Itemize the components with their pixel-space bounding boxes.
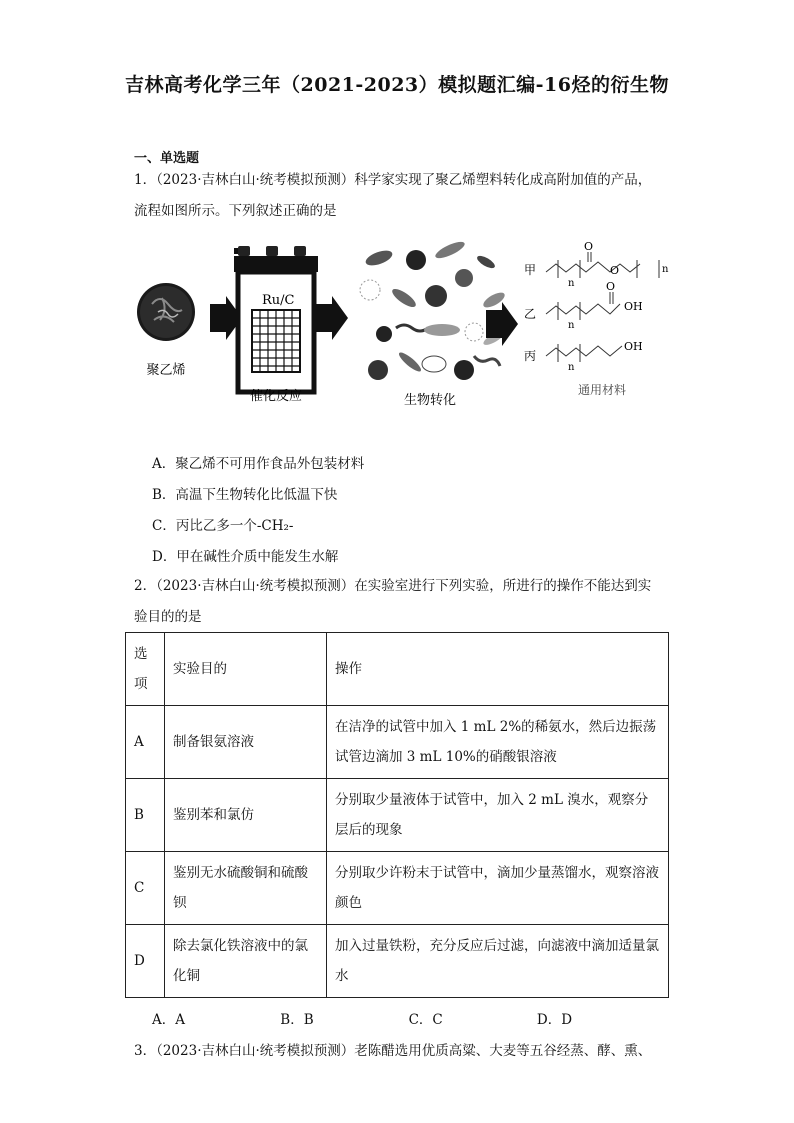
question-3-stem-line-1: 3．（2023·吉林白山·统考模拟预测）老陈醋选用优质高粱、大麦等五谷经蒸、酵、熏、 — [134, 1043, 652, 1059]
q1-option-b: B．高温下生物转化比低温下快 — [152, 487, 338, 503]
row-purpose: 鉴别无水硫酸铜和硫酸钡 — [165, 852, 327, 925]
subscript-n-jia-2: n — [662, 264, 669, 275]
table-row — [126, 706, 669, 779]
atom-o-carbonyl-jia: O — [584, 240, 594, 253]
q1-option-a: A．聚乙烯不可用作食品外包装材料 — [152, 456, 365, 472]
row-option: C — [126, 852, 165, 925]
table-row — [126, 779, 669, 852]
q1-option-d: D．甲在碱性介质中能发生水解 — [152, 549, 339, 565]
q2-table — [125, 632, 669, 998]
q2-choice-d: D．D — [536, 1012, 573, 1028]
subscript-n-yi: n — [568, 320, 575, 331]
microorganisms-cluster — [360, 239, 507, 380]
row-operation: 在洁净的试管中加入 1 mL 2%的稀氨水，然后边振荡试管边滴加 3 mL 10%的硝酸银溶液 — [327, 706, 669, 779]
reactor-label: Ru/C — [262, 293, 295, 308]
section-heading: 一、单选题 — [134, 151, 200, 166]
row-purpose: 除去氯化铁溶液中的氯化铜 — [165, 925, 327, 998]
table-row — [126, 852, 669, 925]
label-catalysis: 催化反应 — [249, 389, 303, 404]
atom-oh-bing: OH — [624, 340, 643, 353]
atom-oh-yi: OH — [624, 300, 643, 313]
row-option: B — [126, 779, 165, 852]
question-1-stem-line-2: 流程如图所示。下列叙述正确的是 — [134, 203, 337, 219]
row-label-jia: 甲 — [524, 263, 537, 277]
q2-choice-c: C．C — [408, 1012, 443, 1028]
catalytic-reactor — [234, 246, 318, 392]
row-operation: 加入过量铁粉，充分反应后过滤，向滤液中滴加适量氯水 — [327, 925, 669, 998]
question-2-stem-line-1: 2．（2023·吉林白山·统考模拟预测）在实验室进行下列实验，所进行的操作不能达到实 — [134, 578, 652, 594]
row-label-yi: 乙 — [524, 307, 537, 321]
label-bioconversion: 生物转化 — [403, 393, 457, 408]
process-flow-diagram — [134, 238, 674, 418]
question-1-figure — [134, 238, 674, 418]
q2-choice-a: A．A — [152, 1012, 185, 1028]
page-title: 吉林高考化学三年（2021-2023）模拟题汇编-16烃的衍生物 — [125, 74, 669, 96]
subscript-n-bing: n — [568, 362, 575, 373]
polyethylene-image — [137, 283, 195, 341]
q1-option-c: C．丙比乙多一个-CH₂- — [152, 518, 294, 534]
row-purpose: 制备银氨溶液 — [165, 706, 327, 779]
header-purpose: 实验目的 — [165, 633, 327, 706]
atom-o-ester-jia: O — [610, 264, 620, 277]
label-polyethylene: 聚乙烯 — [146, 363, 186, 378]
q2-answer-choices — [152, 1008, 672, 1028]
table-header-row — [126, 633, 669, 706]
label-material: 通用材料 — [577, 383, 627, 397]
question-2-stem-line-2: 验目的的是 — [134, 609, 202, 625]
header-option: 选项 — [126, 633, 165, 706]
row-option: A — [126, 706, 165, 779]
table-row — [126, 925, 669, 998]
row-operation: 分别取少许粉末于试管中，滴加少量蒸馏水，观察溶液颜色 — [327, 852, 669, 925]
question-1-stem-line-1: 1．（2023·吉林白山·统考模拟预测）科学家实现了聚乙烯塑料转化成高附加值的产品， — [134, 172, 652, 188]
q2-choice-b: B．B — [280, 1012, 314, 1028]
row-purpose: 鉴别苯和氯仿 — [165, 779, 327, 852]
subscript-n-jia-1: n — [568, 278, 575, 289]
row-label-bing: 丙 — [524, 349, 537, 363]
arrow-2 — [316, 296, 348, 340]
header-operation: 操作 — [327, 633, 669, 706]
row-option: D — [126, 925, 165, 998]
atom-o-carbonyl-yi: O — [606, 280, 616, 293]
row-operation: 分别取少量液体于试管中，加入 2 mL 溴水，观察分层后的现象 — [327, 779, 669, 852]
